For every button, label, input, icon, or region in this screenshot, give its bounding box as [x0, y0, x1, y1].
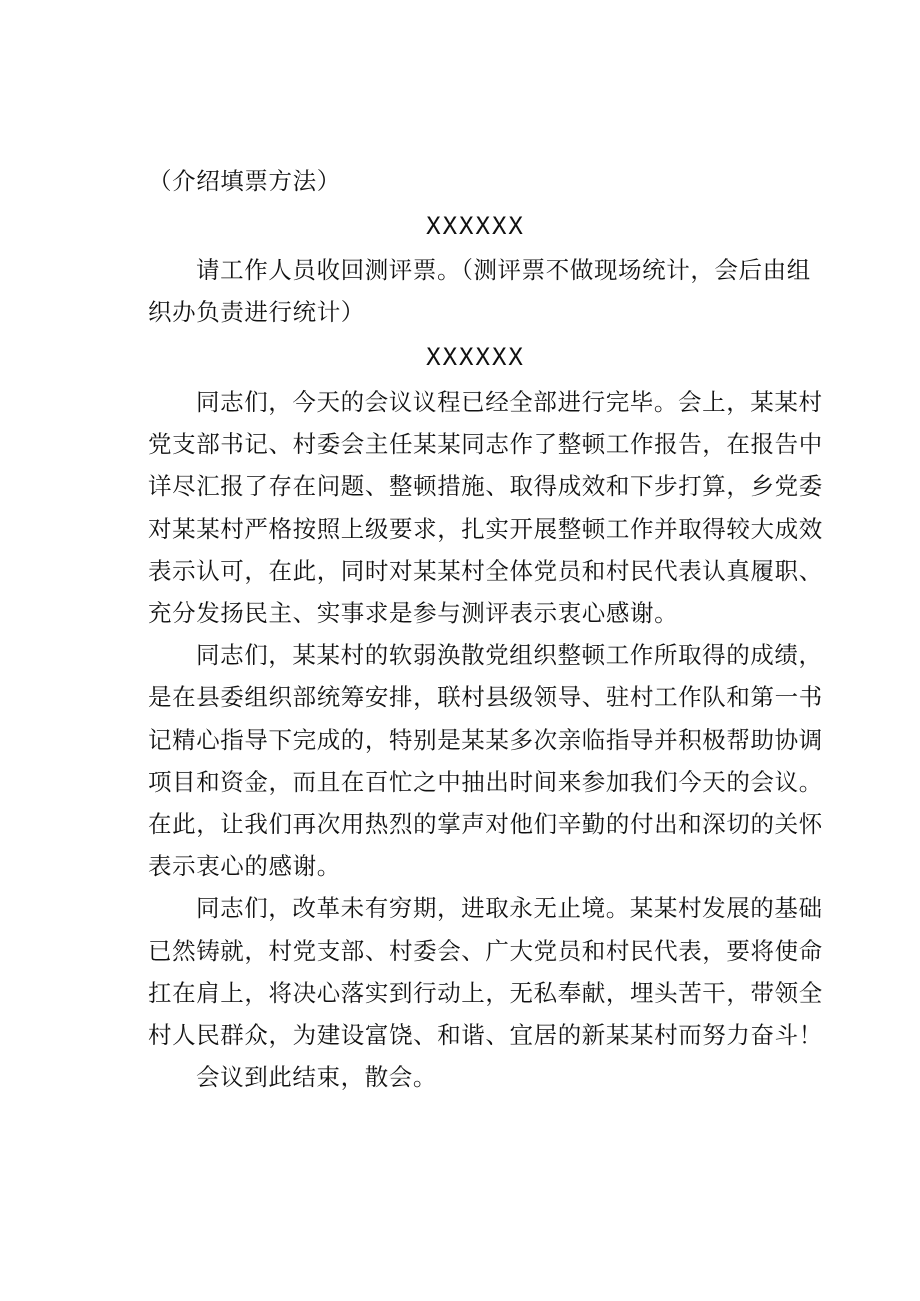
paragraph-line: 同志们，今天的会议议程已经全部进行完毕。会上，某某村	[196, 388, 823, 416]
paragraph-line: 村人民群众，为建设富饶、和谐、宜居的新某某村而努力奋斗！	[148, 1021, 823, 1050]
paragraph-line: 充分发扬民主、实事求是参与测评表示衷心感谢。	[148, 599, 679, 628]
paragraph-line: 同志们，改革未有穷期，进取永无止境。某某村发展的基础	[196, 894, 823, 923]
paragraph-line: 党支部书记、村委会主任某某同志作了整顿工作报告，在报告中	[148, 430, 823, 459]
intro-note: （介绍填票方法）	[148, 167, 341, 195]
paragraph-line: 扛在肩上，将决心落实到行动上，无私奉献，埋头苦干，带领全	[148, 978, 823, 1007]
paragraph-line: 表示衷心的感谢。	[148, 852, 341, 881]
section-marker-text: XXXXXX	[426, 343, 525, 371]
paragraph-line: 记精心指导下完成的，特别是某某多次亲临指导并积极帮助协调	[148, 725, 823, 754]
paragraph-line: 请工作人员收回测评票。（测评票不做现场统计，会后由组	[196, 256, 811, 284]
paragraph-line: 在此，让我们再次用热烈的掌声对他们辛勤的付出和深切的关怀	[148, 810, 823, 839]
paragraph-line: 表示认可，在此，同时对某某村全体党员和村民代表认真履职、	[148, 556, 823, 585]
collect-paragraph	[148, 249, 811, 333]
paragraph-line: 项目和资金，而且在百忙之中抽出时间来参加我们今天的会议。	[148, 767, 823, 796]
paragraph-line: 对某某村严格按照上级要求，扎实开展整顿工作并取得较大成效	[148, 514, 823, 543]
section-marker-2	[148, 336, 803, 378]
paragraph-line: 详尽汇报了存在问题、整顿措施、取得成效和下步打算，乡党委	[148, 472, 823, 501]
paragraph-line: 是在县委组织部统筹安排，联村县级领导、驻村工作队和第一书	[148, 683, 823, 712]
paragraph-line: 已然铸就，村党支部、村委会、广大党员和村民代表，要将使命	[148, 936, 823, 965]
intro-note-block	[148, 160, 803, 202]
paragraph-line: 同志们，某某村的软弱涣散党组织整顿工作所取得的成绩，	[196, 641, 823, 670]
paragraph-line: 织办负责进行统计）	[148, 298, 365, 327]
section-marker-text: XXXXXX	[426, 212, 525, 240]
closing-line: 会议到此结束，散会。	[196, 1063, 437, 1092]
section-marker-1	[148, 205, 803, 247]
summary-paragraph	[148, 381, 823, 1098]
